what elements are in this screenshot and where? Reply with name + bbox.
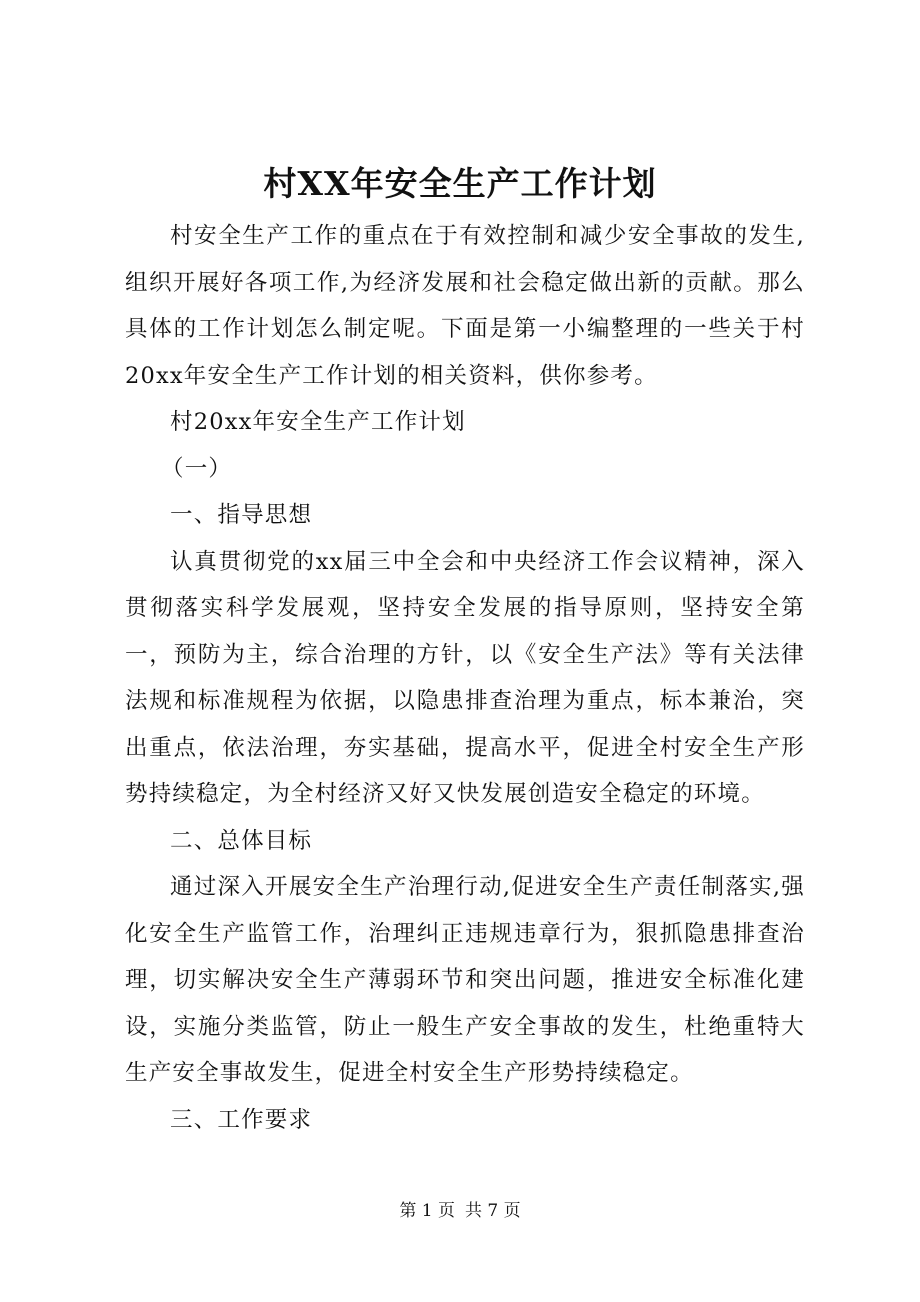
page-footer bbox=[0, 1198, 920, 1224]
plan-subtitle: 村20xx年安全生产工作计划 bbox=[170, 409, 466, 435]
intro-paragraph: 村安全生产工作的重点在于有效控制和减少安全事故的发生,组织开展好各项工作,为经济发展和社会稳定做出新的贡献。那么具体的工作计划怎么制定呢。下面是第一小编整理的一些关于村20xx年安全生产工作计划的相关资料，供你参考。 bbox=[125, 223, 805, 389]
page-total: 共 7 页 bbox=[465, 1201, 521, 1221]
document-body bbox=[125, 213, 805, 1143]
paragraph-overall-goal: 通过深入开展安全生产治理行动,促进安全生产责任制落实,强化安全生产监管工作，治理纠正违规违章行为，狠抓隐患排查治理，切实解决安全生产薄弱环节和突出问题，推进安全标准化建设，实施分类监管，防止一般生产安全事故的发生，杜绝重特大生产安全事故发生，促进全村安全生产形势持续稳定。 bbox=[125, 874, 805, 1086]
heading-work-requirements: 三、工作要求 bbox=[170, 1106, 313, 1133]
page-number: 第 1 页 bbox=[399, 1201, 455, 1221]
paragraph-guiding-ideology: 认真贯彻党的xx届三中全会和中央经济工作会议精神，深入贯彻落实科学发展观，坚持安全发展的指导原则，坚持安全第一，预防为主，综合治理的方针，以《安全生产法》等有关法律法规和标准规程为依据，以隐患排查治理为重点，标本兼治，突出重点，依法治理，夯实基础，提高水平，促进全村安全生产形势持续稳定，为全村经济又好又快发展创造安全稳定的环境。 bbox=[125, 548, 805, 807]
heading-overall-goal: 二、总体目标 bbox=[170, 827, 313, 854]
section-number: （一） bbox=[161, 455, 233, 482]
document-title: 村XX年安全生产工作计划 bbox=[263, 164, 657, 203]
heading-guiding-ideology: 一、指导思想 bbox=[170, 502, 313, 528]
